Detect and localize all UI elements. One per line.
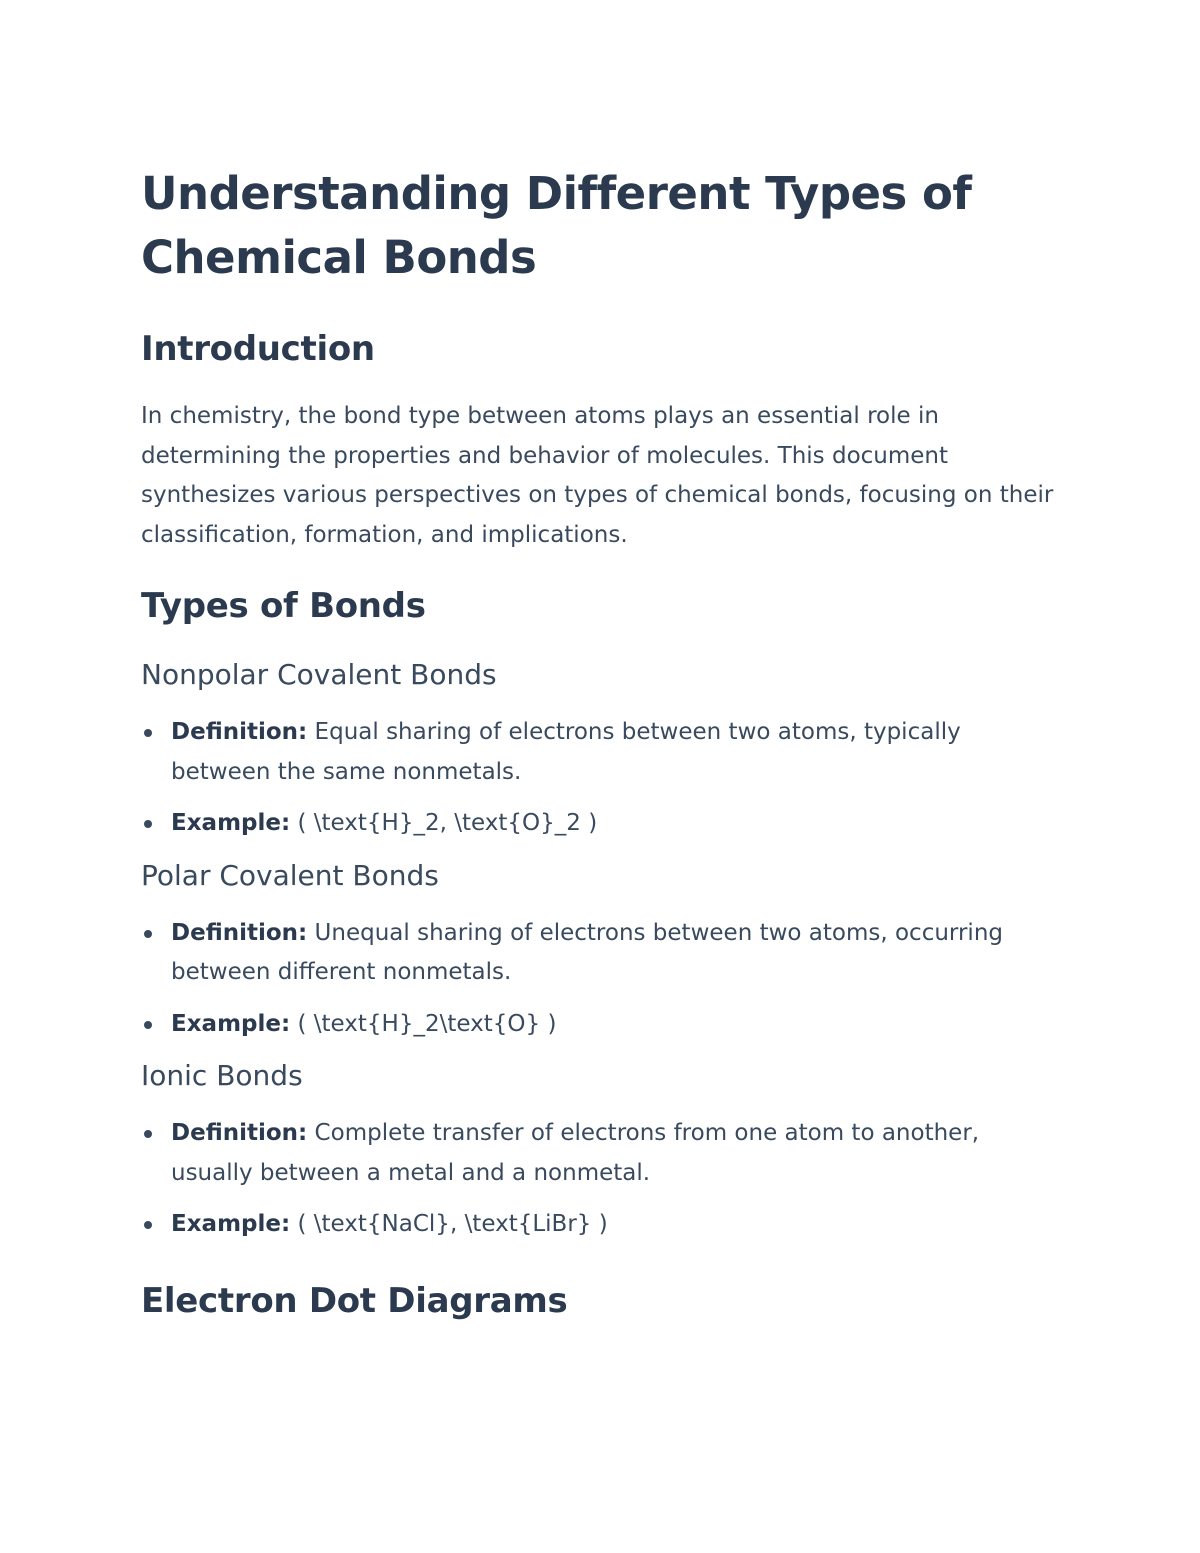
- definition-label: Definition:: [171, 719, 308, 745]
- introduction-paragraph: In chemistry, the bond type between atoms plays an essential role in determining the properties and behavior of molecules. This document synthesizes various perspectives on types of chemical bonds, focusing on their classification, formation, and implications.: [141, 403, 1054, 548]
- nonpolar-covalent-heading: Nonpolar Covalent Bonds: [141, 658, 497, 691]
- list-item: [141, 1005, 1061, 1045]
- example-label: Example:: [171, 810, 291, 836]
- polar-covalent-list: [141, 914, 1061, 1045]
- definition-label: Definition:: [171, 919, 308, 946]
- bullet-icon: [144, 930, 152, 938]
- bullet-icon: [144, 1130, 152, 1138]
- list-item: [141, 914, 1061, 993]
- example-text: ( \text{H}_2, \text{O}_2 ): [290, 810, 598, 836]
- list-item: [141, 1205, 1061, 1245]
- list-item: [141, 804, 1061, 844]
- definition-text: Unequal sharing of electrons between two atoms, occurring between different nonmetals.: [171, 919, 1003, 985]
- nonpolar-covalent-list: [141, 713, 1061, 844]
- ionic-bonds-heading: Ionic Bonds: [141, 1059, 303, 1092]
- electron-dot-diagrams-heading: Electron Dot Diagrams: [141, 1280, 568, 1321]
- bullet-icon: [144, 820, 152, 828]
- definition-text: Complete transfer of electrons from one atom to another, usually between a metal and a nonmetal.: [171, 1120, 980, 1186]
- example-text: ( \text{H}_2\text{O} ): [290, 1010, 557, 1037]
- example-text: ( \text{NaCl}, \text{LiBr} ): [290, 1211, 608, 1237]
- document-page: [141, 162, 1061, 1323]
- types-of-bonds-heading: Types of Bonds: [141, 586, 426, 626]
- definition-text: Equal sharing of electrons between two atoms, typically between the same nonmetals.: [171, 719, 961, 785]
- list-item: [141, 1114, 1061, 1193]
- bullet-icon: [144, 1021, 152, 1029]
- example-label: Example:: [171, 1010, 291, 1037]
- bullet-icon: [144, 1221, 152, 1229]
- introduction-heading: Introduction: [141, 329, 375, 369]
- bullet-icon: [144, 729, 152, 737]
- definition-label: Definition:: [171, 1120, 308, 1146]
- ionic-bonds-list: [141, 1114, 1061, 1245]
- polar-covalent-heading: Polar Covalent Bonds: [141, 858, 439, 892]
- example-label: Example:: [171, 1211, 291, 1237]
- document-title: Understanding Different Types of Chemical Bonds: [141, 167, 972, 284]
- list-item: [141, 713, 1061, 792]
